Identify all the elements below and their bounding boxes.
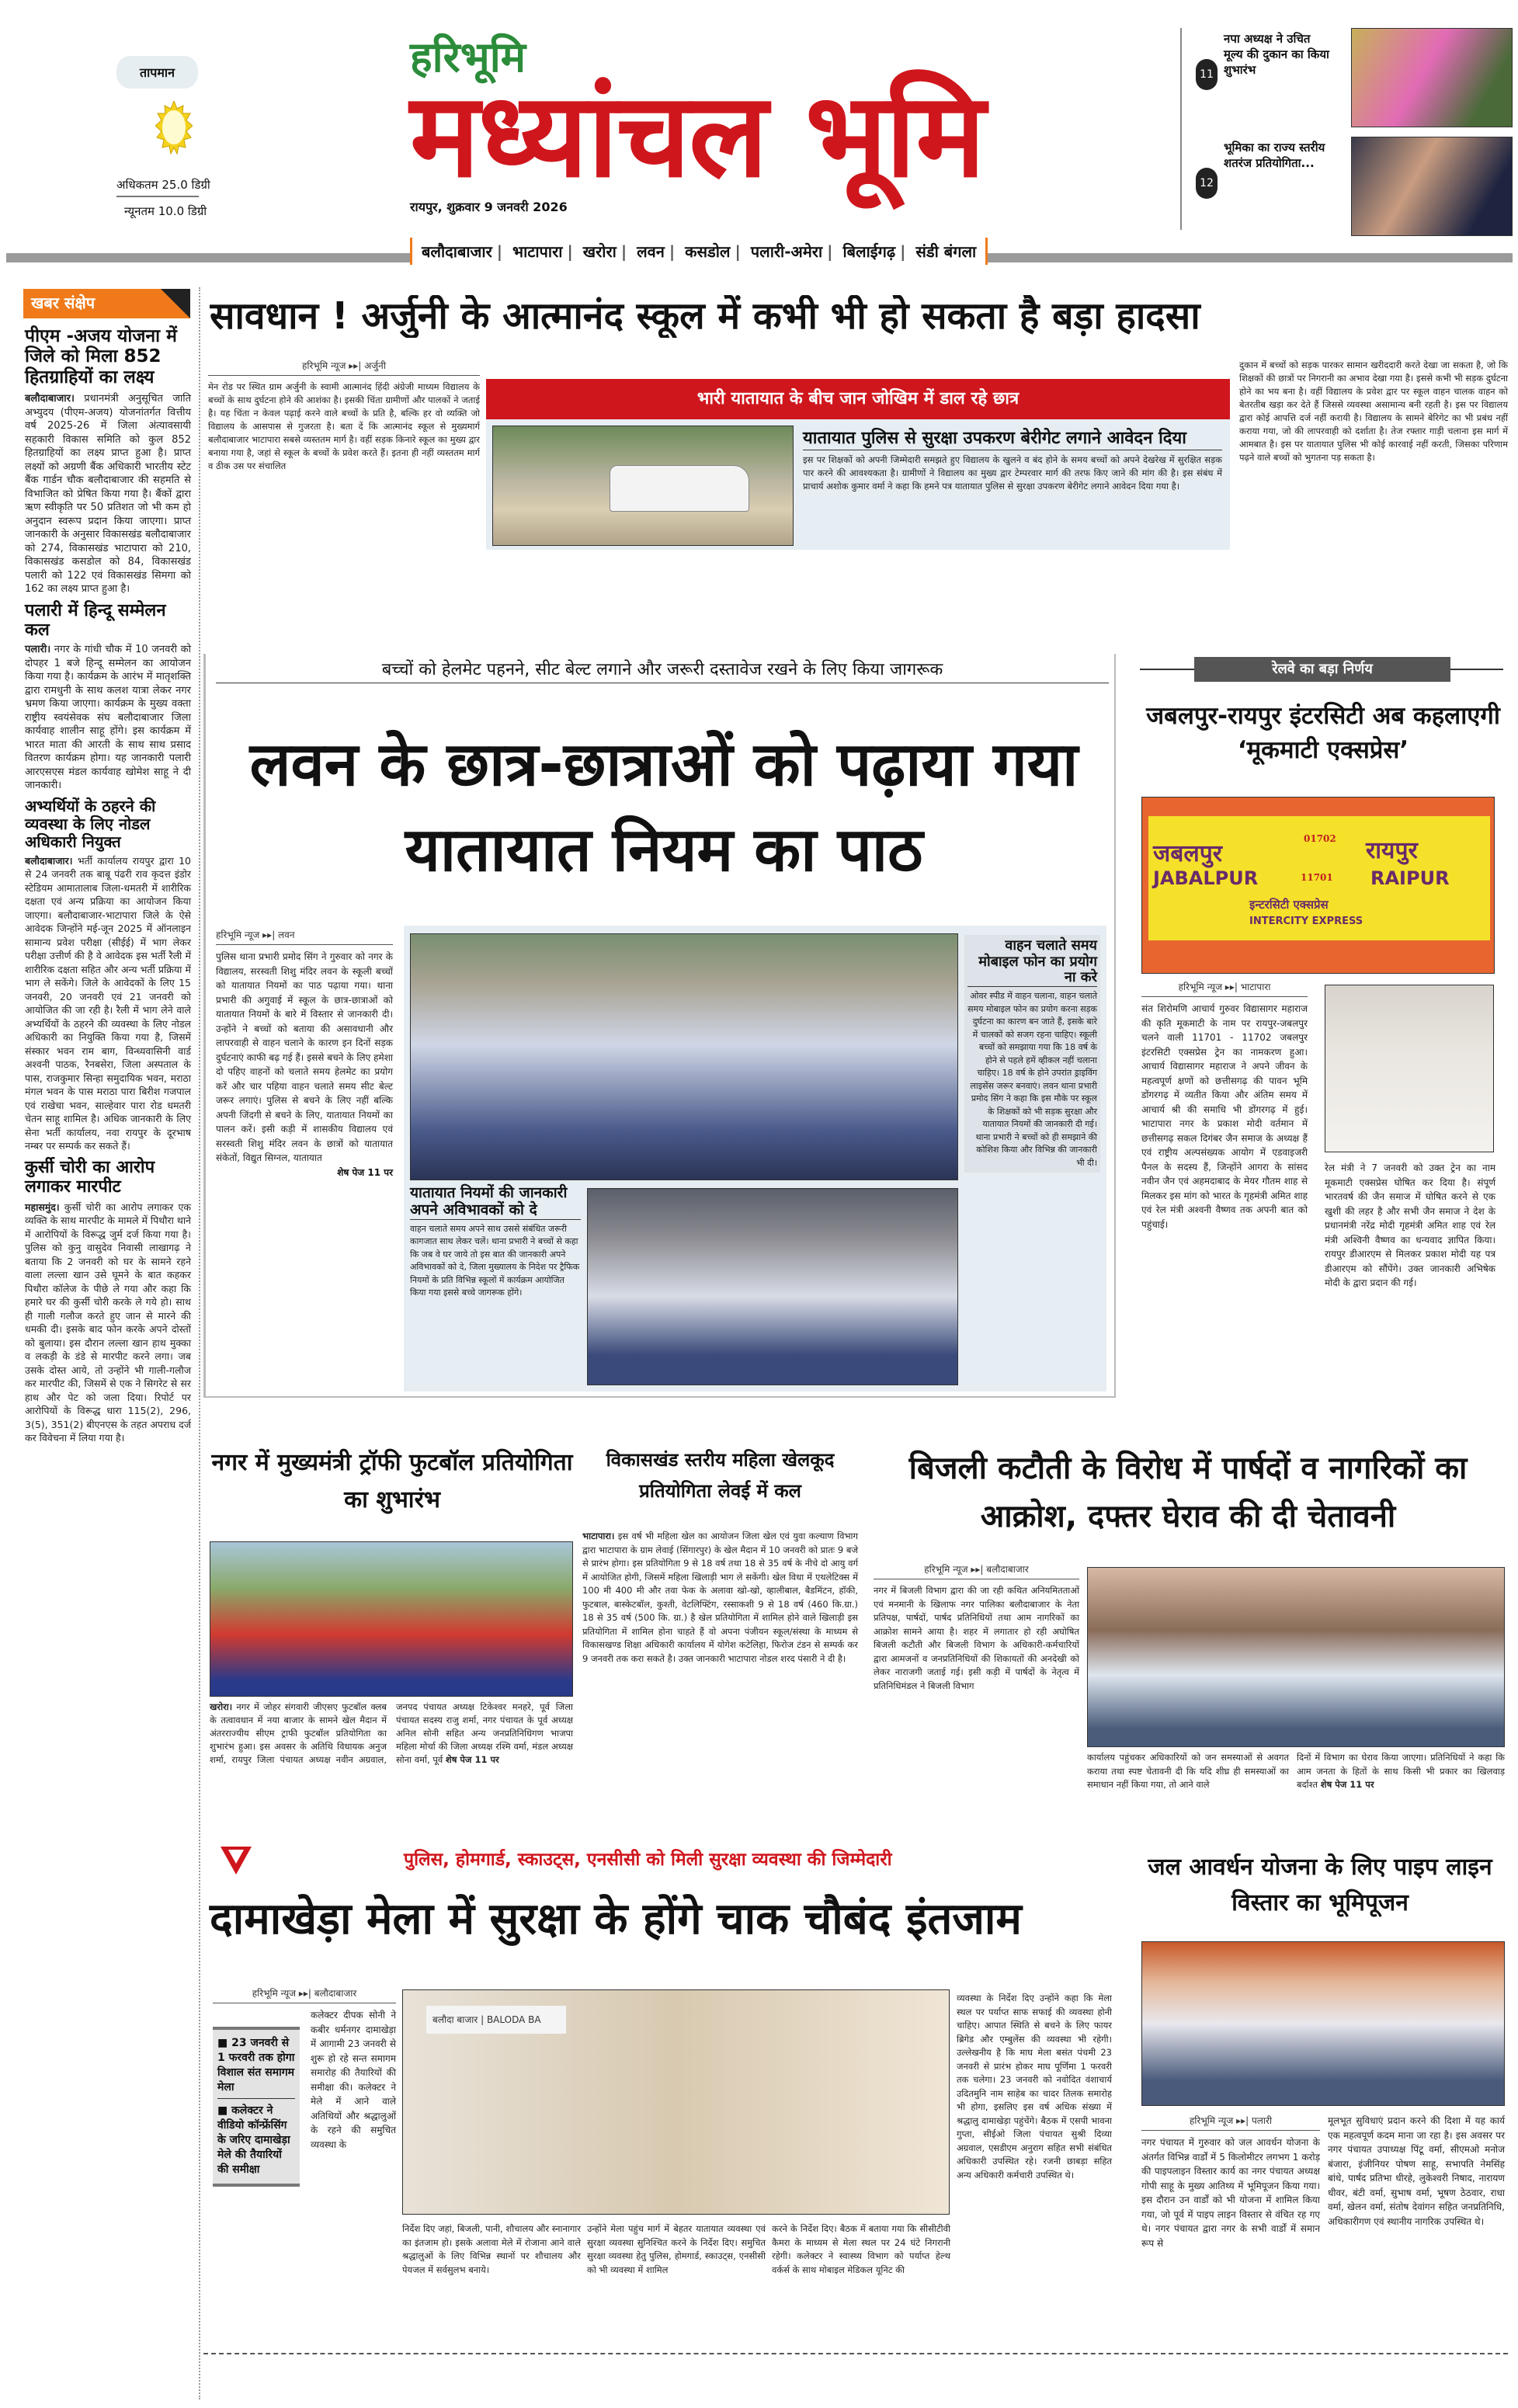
brief-place: पलारी। <box>25 644 51 656</box>
electricity-column-2: कार्यालय पहुंचकर अधिकारियों को जन समस्याओं से अवगत कराया तथा स्पष्ट चेतावनी दी कि यदि शीघ्र ही समस्याओं का समाधान नहीं किया गया, तो आने वाले <box>1087 1752 1289 1790</box>
pipeline-column-2: मूलभूत सुविधाएं प्रदान करने की दिशा में यह कार्य एक महत्वपूर्ण कदम माना जा रहा है। इस अवसर पर नगर पंचायत उपाध्यक्ष पिंटू वर्मा, सीएमओ मनोज बंजारा, इंजीनियर पोषण साहू, सभापति नेमसिंह बांधे, पार्षद प्रतिभा धीरहे, लुकेश्वरी निषाद, नारायण धीवर, बंटी वर्मा, सुभाष वर्मा, भूषण ठेठवार, राधा वर्मा, खेलन वर्मा, संतोष देवांगन सहित जनप्रतिनिधि, अधिकारीगण एवं स्थानीय नागरिक उपस्थित थे। <box>1328 2115 1505 2227</box>
dateline: रायपुर, शुक्रवार 9 जनवरी 2026 <box>410 200 568 214</box>
sidebar-briefs <box>25 326 191 1445</box>
lead-left-column <box>208 359 480 473</box>
box-body: वाहन चलाते समय अपने साथ उससे संबंधित जरूरी कागजात साथ लेकर चलें। थाना प्रभारी ने बच्चों से कहा कि जब वे घर जाये तो इस बात की जानकारी अपने अविभावकों को दे, जिला मुख्यालय के निदेश पर ट्रैफिक नियमों के प्रति विभिन्न स्कूलों में कार्यक्रम आयोजित किया गया इससे बच्चे जागरूक होंगे। <box>410 1223 580 1298</box>
women-sports-body <box>582 1530 858 1666</box>
train-destination-board <box>1148 816 1490 940</box>
teaser-1[interactable] <box>1196 28 1514 127</box>
brand-subtitle: हरिभूमि <box>410 33 526 82</box>
students-police-photo <box>410 933 958 1180</box>
nav-item[interactable]: संडी बंगला <box>915 242 977 261</box>
fair-column-5: व्यवस्था के निर्देश दिए उन्होंने कहा कि मेला स्थल पर पर्याप्त साफ सफाई की व्यवस्था होनी चाहिए। आपात स्थिति से बचने के लिए फायर ब्रिगेड और एम्बुलेंस की व्यवस्था भी रहेगी। उल्लेखनीय है कि माघ मेला बसंत पंचमी 23 जनवरी से प्रारंभ होकर माघ पूर्णिमा 1 फरवरी तक चलेगा। 23 जनवरी को नवोदित वंशाचार्य उदितमुनि नाम साहेब का चादर तिलक समारोह भी होगा, इसलिए इस वर्ष अधिक संख्या में श्रद्धालु दामाखेड़ा पहुंचेंगे। बैठक में एसपी भावना गुप्ता, सीईओ जिला पंचायत सुश्री दिव्या अग्रवाल, एसडीएम अनुराग सहित सभी संबंधित अधिकारी उपस्थित रहे। रजनी छाबड़ा सहित अन्य अधिकारी कर्मचारी उपस्थित थे। <box>957 1993 1112 2180</box>
section-tag <box>23 289 190 318</box>
article-body: कलेक्टर दीपक सोनी ने कबीर धर्मनगर दामाखेड़ा में आगामी 23 जनवरी से शुरू हो रहे सन्त समागम समारोह की तैयारियों की समीक्षा की। कलेक्टर ने मेले में आने वाले अतिथियों और श्रद्धालुओं के रहने की समुचित व्यवस्था के <box>311 2010 396 2150</box>
box-headline: यातायात नियमों की जानकारी अपने अविभावकों को दे <box>410 1185 581 1220</box>
protest-group-photo <box>1087 1567 1505 1747</box>
brief-item[interactable] <box>25 601 191 793</box>
article-body: नगर में जोहर संगवारी जीएसए फुटबॉल क्लब के तत्वावधान में नया बाजार के सामने खेल मैदान में अंतरराज्यीय सीएम ट्राफी फुटबॉल प्रतियोगिता का शुभारंभ हुआ। इस अवसर के अतिथि विधायक अनुज शर्मा, रायपुर जिला पंचायत अध्यक्ष नवीन अग्रवाल, जनपद पंचायत अध्यक्ष टिकेश्वर मनहरे, पूर्व जिला पंचायत सदस्य राजु शर्मा, नगर पंचायत के पूर्व अध्यक्ष अनिल सोनी सहित अन्य जनप्रतिनिधिगण भाजपा महिला मोर्चा की जिला अध्यक्ष रश्मि वर्मा, मंडल अध्यक्ष सोना वर्मा, पूर्व <box>210 1701 573 1765</box>
temp-min: न्यूनतम 10.0 डिग्री <box>124 204 207 218</box>
nav-item[interactable]: बलौदाबाजार <box>422 242 492 261</box>
photo-wall-sign: बलौदा बाजार | BALODA BA <box>426 2006 566 2034</box>
kicker: बच्चों को हेलमेट पहनने, सीट बेल्ट लगाने और जरूरी दस्तावेज रखने के लिए किया जागरूक <box>216 660 1109 683</box>
byline: हरिभूमि न्यूज ▸▸| अर्जुनी <box>208 359 480 376</box>
fair-left <box>213 1986 396 2187</box>
nav-item[interactable]: भाटापारा <box>512 242 563 261</box>
sub-headline: यातायात पुलिस से सुरक्षा उपकरण बेरीगेट लगाने आवेदन दिया <box>803 429 1222 450</box>
section-tag: रेलवे का बड़ा निर्णय <box>1194 657 1450 682</box>
bhoomipujan-photo <box>1141 1941 1505 2106</box>
collector-meeting-photo <box>402 1989 950 2215</box>
railway-headline[interactable]: जबलपुर-रायपुर इंटरसिटी अब कहलाएगी ‘मूकमाटी एक्सप्रेस’ <box>1146 702 1500 764</box>
article-body: पुलिस थाना प्रभारी प्रमोद सिंग ने गुरुवार को नगर के विद्यालय, सरस्वती शिशु मंदिर लवन के स्कूली बच्चों को यातायात नियमों का पाठ पढ़ाया गया। थाना प्रभारी की अगुवाई में स्कूल के छात्र-छात्राओं को यातायात नियमों के बारे में विस्तार से जानकारी दी। उन्होंने ने बच्चों को बताया की असावधानी और लापरवाही से वाहन चलाने के कारण इन दिनों सड़क दुर्घटनाएं काफी बढ़ गई हैं। इससे बचने के लिए हमेशा दो पहिए वाहनों को चलाते समय हेलमेट का प्रयोग करें और चार पहिया वाहन चलाते समय सीट बेल्ट जरूर लगाएं। पुलिस से बचने के लिए नहीं बल्कि अपनी जिंदगी से बचने के लिए, यातायात नियमों का पालन करें। इसी कड़ी में शासकीय विद्यालय एवं सरस्वती शिशु मंदिर लवन के छात्रों को यातायात संकेतों, विद्युत सिग्नल, यातायात <box>216 951 393 1163</box>
electricity-column-3 <box>1297 1751 1505 1792</box>
sign-train-name-hindi: इन्टरसिटी एक्सप्रेस <box>1249 898 1329 912</box>
electricity-headline[interactable]: बिजली कटौती के विरोध में पार्षदों व नागरिकों का आक्रोश, दफ्तर घेराव की दी चेतावनी <box>908 1451 1468 1534</box>
pipeline-headline[interactable]: जल आवर्धन योजना के लिए पाइप लाइन विस्तार का भूमिपूजन <box>1148 1854 1492 1916</box>
fair-column-4: करने के निर्देश दिए। बैठक में बताया गया कि सीसीटीवी कैमरा के माध्यम से मेला स्थल पर 24 घंटे निगरानी रहेगी। कलेक्टर ने स्वास्थ्य विभाग को पर्याप्त हेल्थ वर्कर्स के साथ मोबाइल मेडिकल यूनिट की <box>772 2223 950 2275</box>
railway-column-2 <box>1325 1161 1495 1291</box>
article-body: नगर में बिजली विभाग द्वारा की जा रही कथित अनियमितताओं एवं मनमानी के खिलाफ नगर पालिका बलौदाबाजार के नेता प्रतिपक्ष, पार्षदों, पार्षद प्रतिनिधियों तथा आम नागरिकों का आक्रोश सामने आया है। शहर में लगातार हो रही अघोषित बिजली कटौती और बिजली विभाग के अधिकारी-कर्मचारियों द्वारा आमजनों व जनप्रतिनिधियों की शिकायतों की अनदेखी को लेकर नाराजगी जताई गई। इसी कड़ी में पार्षदों के नेतृत्व में प्रतिनिधिमंडल ने बिजली विभाग <box>874 1585 1079 1691</box>
sign-from-english: JABALPUR <box>1153 867 1259 889</box>
lavan-headline[interactable]: लवन के छात्र-छात्राओं को पढ़ाया गया यातायात नियम का पाठ <box>249 730 1079 885</box>
lead-right-column <box>1239 359 1508 464</box>
temp-max: अधिकतम 25.0 डिग्री <box>116 178 210 192</box>
brief-body: भर्ती कार्यालय रायपुर द्वारा 10 से 24 जनवरी तक बाबू पंढरी राव कृदत्त इंडोर स्टेडियम आमातालाब जिला-धमतरी में शारीरिक दक्षता एवं अन्य प्रक्रिया का आयोजन किया जाएगा। बलौदाबाजार-भाटापारा जिले के ऐसे आवेदक जिन्होंने मई-जून 2025 में ऑनलाइन सामान्य प्रवेश परीक्षा (सीईई) में भाग लेकर परीक्षा उत्तीर्ण की है वे आवेदक इस भर्ती रैली में शारीरिक दक्षता सहित और अन्य भर्ती प्रक्रिया में भाग ले सकेंगे। जिले के आवेदकों के लिए 15 जनवरी, 20 जनवरी एवं 21 जनवरी को आयोजित की जा रही है। रैली में भाग लेने वाले अभ्यर्थियों के ठहरने की व्यवस्था के लिए नोडल अधिकारी का नियुक्ति किया गया है, जिसमें संस्कार भवन राम बाग, विन्ध्यवासिनी वार्ड अश्वनी पाठक, रैनबसेरा, जिला अस्पताल के पास, राजकुमार सिन्हा समुदायिक भवन, मराठा मंगल भवन के पास मराठा पारा बिरीश गजपाल एवं राखेचा भवन, साल्हेवार पारा रोड धमतरी चेतन साहू शामिल है। अधिक जानकारी के लिए सेना भर्ती कार्यालय, नवा रायपुर के दूरभाष नम्बर पर सम्पर्क कर सकते हैं। <box>25 854 191 1152</box>
brief-headline: पलारी में हिन्दू सम्मेलन कल <box>25 600 166 641</box>
football-headline[interactable]: नगर में मुख्यमंत्री ट्रॉफी फुटबॉल प्रतियोगिता का शुभारंभ <box>211 1449 573 1513</box>
nav-item[interactable]: कसडोल <box>685 242 731 261</box>
teaser-text: नपा अध्यक्ष ने उचित मूल्य की दुकान का किया शुभारंभ <box>1224 32 1329 77</box>
article-place: खरोरा। <box>210 1701 233 1712</box>
nav-item[interactable]: खरोरा <box>582 242 617 261</box>
red-chevron-icon <box>221 1847 252 1878</box>
brief-headline: अभ्यर्थियों के ठहरने की व्यवस्था के लिए नोडल अधिकारी नियुक्त <box>25 796 156 851</box>
article-body: रेल मंत्री ने 7 जनवरी को उक्त ट्रेन का नाम मूकमाटी एक्सप्रेस घोषित कर दिया है। संपूर्ण भारतवर्ष की जैन समाज में घोषित करने से एक खुशी की लहर है और सभी जैन समाज ने देश के प्रधानमंत्री नरेंद्र मोदी गृहमंत्री अमित शाह एवं रेल मंत्री अश्विनी वैष्णव का धन्यवाद ज्ञापित किया। रायपुर डीआरएम से मिलकर प्रकाश मोदी यह पत्र डीआरएम को सौंपेंगे। उक्त जानकारी अभिषेक मोदी के द्वारा प्रदान की गई। <box>1325 1162 1495 1288</box>
teaser-frame <box>1180 28 1182 230</box>
football-body <box>210 1701 573 1767</box>
article-body: संत शिरोमणि आचार्य गुरुवर विद्यासागर महाराज की कृति मूकमाटी के नाम पर रायपुर-जबलपुर चलने वाली 11701 - 11702 जबलपुर इंटरसिटी एक्सप्रेस ट्रेन का नामकरण हुआ। आचार्य विद्यासागर महाराज ने अपने जीवन के महत्वपूर्ण क्षणों को छत्तीसगढ़ की पावन भूमि डोंगरगढ़ में व्यतीत किया और अंतिम समय में आचार्य श्री की समाधि भी डोंगरगढ़ में हुई। भाटापारा नगर के प्रकाश मोदी वर्तमान में छत्तीसगढ़ सकल दिगंबर जैन समाज के अध्यक्ष हैं एवं राष्ट्रीय अल्पसंख्यक आयोग में एडवाइजरी पैनल के सदस्य हैं, जिन्होंने आगरा के सांसद नवीन जैन एवं अहमदाबाद के मेयर गौतम शाह से मिलकर इस मांग को भारत के गृहमंत्री अमित शाह एवं रेल मंत्री अश्वनी वैष्णव तक अपनी बात को पहुंचाई। <box>1141 1003 1308 1230</box>
box-body: ओवर स्पीड में वाहन चलाना, वाहन चलाते समय मोबाइल फोन का प्रयोग करना सड़क दुर्घटना का कारण बन जाते हैं, इसके बारे में चालकों को सजग रहना चाहिए। स्कूली बच्चों को समझाया गया कि 18 वर्ष के होने से पहले हमें व्हीकल नहीं चलाना चाहिए। 18 वर्ष के होने उपरांत ड्राइविंग लाइसेंस जरूर बनवाएं। लवन थाना प्रभारी प्रमोद सिंग ने कहा कि इस मौके पर स्कूल के शिक्षकों को भी सड़क सुरक्षा और यातायात नियमों की जानकारी दी गई। थाना प्रभारी ने बच्चों को ही समझाने की कोशिश किया और विभिन्न की जानकारी भी दी। <box>967 991 1097 1168</box>
school-van-photo <box>492 426 794 546</box>
continued-link[interactable]: शेष पेज 11 पर <box>445 1754 499 1765</box>
weather-divider <box>116 196 199 197</box>
page-number-badge: 11 <box>1196 59 1218 90</box>
article-body: नगर पंचायत में गुरुवार को जल आवर्धन योजना के अंतर्गत विभिन्न वार्डों में 5 किलोमीटर लगभग 1 करोड़ की पाइपलाइन विस्तार कार्य का नगर पंचायत अध्यक्ष गोपी साहू के मुख्य आतिथ्य में भूमिपूजन किया गया। इस दौरान उन वार्डों को भी योजना में शामिल किया गया, जो पूर्व में पाइप लाइन विस्तार से वंचित रह गए थे। नगर पंचायत द्वारा नगर के सभी वार्डों में समान रूप से <box>1141 2137 1320 2249</box>
byline: हरिभूमि न्यूज ▸▸| बलौदाबाजार <box>213 1986 396 2003</box>
masthead-title: मध्यांचल भूमि <box>410 68 985 203</box>
article-body: दुकान में बच्चों को सड़क पारकर सामान खरीददारी करते देखा जा सकता है, जो कि शिक्षकों की छात्रों पर निगरानी का अभाव देखा गया है। इससे कभी भी सड़क दुर्घटना होने का भय बना है। वहीं विद्यालय के प्रवेश द्वार पर स्कूल वाहन चालक वाहन को बेतरतीब खड़ा कर देते हैं जिससे व्यवस्था असामान्य बनी रहती है। इस पर विद्यालय द्वारा कोई आपत्ति दर्ज नहीं करायी है। विद्यालय के सामने बेरिगेट का भी प्रबंध नहीं कराया गया, जो की लापरवाही को दर्शाता है। तेज रफ्तार गाड़ी चलाना इस मार्ग में आमबात है। इस पर यातायात पुलिस भी कोई कारवाई नहीं करती, जिसका परिणाम पढ़ने वाले बच्चों को भुगतना पड़ सकता है। <box>1239 360 1508 463</box>
brief-place: महासमुंद। <box>25 1201 60 1213</box>
red-band-heading: भारी यातायात के बीच जान जोखिम में डाल रहे छात्र <box>486 379 1230 419</box>
nav-item[interactable]: बिलाईगढ़ <box>842 242 896 261</box>
sign-train-name-english: INTERCITY EXPRESS <box>1249 916 1363 927</box>
brief-item[interactable] <box>25 1158 191 1445</box>
article-body: इस वर्ष भी महिला खेल का आयोजन जिला खेल एवं युवा कल्याण विभाग द्वारा भाटापारा के ग्राम लेवाई (सिंगारपुर) के खेल मैदान में 10 जनवरी को प्रातः 9 बजे से प्रारंभ होगा। इस प्रतियोगिता 9 से 18 वर्ष तथा 18 से 35 वर्ष के नीचे दो आयु वर्ग में आयोजित होगी, जिसमें महिला खिलाड़ी भाग ले सकेंगी। खेल विधा में एथलेटिक्स में 100 मी 400 मी और तवा फेक के अलावा खो-खो, व्हालीबाल, बैडमिंटन, हॉकी, फुटबाल, बास्केटबॉल, कुश्ती, वेटलिफ्टिंग, रस्साकशी 9 से 18 वर्ष (460 कि.ग्रा.) 18 से 35 वर्ष (500 कि. ग्रा.) है खेल प्रतियोगिता में शामिल होने वाले खिलाड़ी इस प्रतियोगिता में शामिल होना चाहते हैं वो अपना पंजीयन स्कूल/संस्था के माध्यम से विकासखण्ड शिक्षा अधिकारी कार्यालय में योगेश कटेलिहा, फिरोज टंडन से सम्पर्क कर 9 जनवरी तक करा सकते है। उक्त जानकारी भाटापारा नोडल शरद पंसारी ने दी है। <box>582 1531 858 1664</box>
byline: हरिभूमि न्यूज ▸▸| भाटापारा <box>1141 980 1308 997</box>
highlight-text: 23 जनवरी से 1 फरवरी तक होगा विशाल संत समागम मेला <box>217 2037 295 2094</box>
sidebar-divider <box>199 287 200 2399</box>
brief-body: कुर्सी चोरी का आरोप लगाकर एक व्यक्ति के साथ मारपीट के मामले में पिथौरा थाने में आरोपियों के विरूद्ध जुर्म दर्ज किया गया है। पुलिस को कुनु वासुदेव निवासी लाखागढ़ ने बताया कि 2 जनवरी को घर के सामने रहने वाला लल्ला खान उसे घूमने के बात कहकर पिथौरा कॉलेज के पीछे ले गया और कहा कि हमारे घर की कुर्सी चोरी करके ले गये हो। साथ ही गाली गलौज करते हुए जान से मारने की धमकी दी। इसके बाद फोन करके अपने दोस्तों को बुलाया। इस दौरान लल्ला खान हाथ मुक्का व लकड़ी के डंडे से मारपीट करने लगा। जब उसके दोस्त आये, तो उन्होंने भी गाली-गलौज कर मारपीट की, जिसमें से एक ने सिगरेट से सर हाथ और पेट को जला दिया। रिपोर्ट पर आरोपियों के विरूद्ध धारा 115(2), 296, 3(5), 351(2) बीएनएस के तहत अपराध दर्ज कर विवेचना में लिया गया है। <box>25 1201 191 1444</box>
article-place: भाटापारा। <box>582 1531 615 1541</box>
lavan-photo-box <box>404 926 1106 1392</box>
electricity-column-1 <box>874 1562 1079 1693</box>
nav-item[interactable]: लवन <box>637 242 665 261</box>
location-nav: बलौदाबाजार | भाटापारा | खरोरा | लवन | कसडोल | पलारी-अमेरा | बिलाईगढ़ | संडी बंगला <box>410 238 988 265</box>
brief-place: बलौदाबाजार। <box>25 393 75 405</box>
students-group-photo <box>587 1188 958 1385</box>
page-bottom-rule <box>203 2353 1508 2354</box>
nav-item[interactable]: पलारी-अमेरा <box>750 242 823 261</box>
lavan-left-column <box>216 928 393 1179</box>
women-sports-headline[interactable]: विकासखंड स्तरीय महिला खेलकूद प्रतियोगिता लेवई में कल <box>606 1449 835 1502</box>
teaser-2[interactable] <box>1196 137 1514 236</box>
officials-photo <box>1325 985 1494 1152</box>
article-body: दिनों में विभाग का घेराव किया जाएगा। प्रतिनिधियों ने कहा कि आम जनता के हितों के साथ किसी भी प्रकार का खिलवाड़ बर्दाश्त <box>1297 1752 1505 1790</box>
sign-train-number: 11701 <box>1301 872 1333 883</box>
fair-column-2: निर्देश दिए जहां, बिजली, पानी, शौचालय और स्नानागार का इंतजाम हो। इसके अलावा मेले में रोजाना आने वाले श्रद्धालुओं के लिए विभिन्न स्थानों पर शौचालय और पेयजल में सर्वसुलभ बनाये। <box>402 2223 581 2275</box>
sign-train-number: 01702 <box>1304 833 1336 844</box>
brief-body: प्रधानमंत्री अनुसूचित जाति अभ्युदय (पीएम-अजय) योजनांतर्गत वित्तीय वर्ष 2025-26 में जिला अंत्यावसायी सहकारी विकास समिति को कुल 852 हितग्राहियों का लक्ष्य प्राप्त हुआ है। प्राप्त लक्ष्यों को अग्रणी बैंक अधिकारी भारतीय स्टेट बैंक गार्डन चौक बलौदाबाजार की सहमति से विभाजित को प्रेषित किया गया है। बैंकों द्वारा ऋण स्वीकृति पर 50 प्रतिशत जो भी कम हो अनुदान स्वरूप प्रदान किया जाएगा। प्राप्त जानकारी के अनुसार विकासखंड बलौदाबाजार को 274, विकासखंड भाटापारा को 210, विकासखंड कसडोल को 84, विकासखंड पलारी को 122 एवं विकासखंड सिमगा को 162 का लक्ष्य प्राप्त हुआ है। <box>25 393 191 596</box>
van-shape <box>610 465 749 512</box>
continued-link[interactable]: शेष पेज 11 पर <box>1320 1779 1374 1790</box>
teaser-photo <box>1351 137 1513 236</box>
lead-headline[interactable]: सावधान ! अर्जुनी के आत्मानंद स्कूल में कभी भी हो सकता है बड़ा हादसा <box>210 295 1200 338</box>
box-headline: वाहन चलाते समय मोबाइल फोन का प्रयोग ना करे <box>967 938 1097 987</box>
fair-kicker: पुलिस, होमगार्ड, स्काउट्स, एनसीसी को मिली सुरक्षा व्यवस्था की जिम्मेदारी <box>404 1850 892 1870</box>
section-tag-label: खबर संक्षेप <box>31 294 96 312</box>
byline: हरिभूमि न्यूज ▸▸| पलारी <box>1141 2114 1320 2131</box>
brief-headline: कुर्सी चोरी का आरोप लगाकर मारपीट <box>25 1157 155 1197</box>
sign-from-hindi: जबलपुर <box>1153 840 1223 867</box>
highlight-text: कलेक्टर ने वीडियो कॉन्फ्रेंसिंग के जरिए दामाखेड़ा मेले की तैयारियों की समीक्षा <box>217 2104 290 2176</box>
continued-link[interactable]: शेष पेज 11 पर <box>337 1166 393 1178</box>
lead-feature-box <box>486 379 1230 550</box>
sign-to-hindi: रायपुर <box>1366 837 1418 864</box>
byline: हरिभूमि न्यूज ▸▸| लवन <box>216 928 393 945</box>
train-sign-photo <box>1141 797 1495 974</box>
pipeline-column-1 <box>1141 2114 1320 2250</box>
weather-label: तापमान <box>116 56 198 89</box>
highlights-box <box>213 2027 300 2187</box>
fair-headline[interactable]: दामाखेड़ा मेला में सुरक्षा के होंगे चाक चौबंद इंतजाम <box>210 1894 1022 1944</box>
highlight-item: ■ कलेक्टर ने वीडियो कॉन्फ्रेंसिंग के जरिए दामाखेड़ा मेले की तैयारियों की समीक्षा <box>217 2104 290 2176</box>
fair-column-3: उन्होंने मेला पहुंच मार्ग में बेहतर यातायात व्यवस्था एवं सुरक्षा व्यवस्था सुनिश्चित करने के निर्देश दिए। समुचित सुरक्षा व्यवस्था हेतु पुलिस, होमगार्ड, स्काउट्स, एनसीसी को भी व्यवस्था में शामिल <box>587 2223 766 2275</box>
brief-place: बलौदाबाजार। <box>25 854 73 867</box>
byline: हरिभूमि न्यूज ▸▸| बलौदाबाजार <box>874 1562 1079 1579</box>
railway-column-1 <box>1141 980 1308 1232</box>
brief-headline: पीएम -अजय योजना में जिले को मिला 852 हितग्राहियों का लक्ष्य <box>25 326 177 387</box>
sub-body: इस पर शिक्षकों को अपनी जिम्मेदारी समझते हुए विद्यालय के खुलने व बंद होने के समय बच्चों को अपने देखरेख में सुरक्षित सड़क पार करने की आवश्यकता है। ग्रामीणों ने विद्यालय का मुख्य द्वार टेम्परवार मार्ग की तरफ किए जाने की मांग की है। इस संबंध में प्राचार्य अशोक कुमार वर्मा ने कहा कि हमने पत्र यातायात पुलिस से सुरक्षा उपकरण बेरीगेट लगाने आवेदन दिया गया है। <box>803 454 1222 492</box>
teaser-text: भूमिका का राज्य स्तरीय शतरंज प्रतियोगिता... <box>1224 141 1325 170</box>
football-team-photo <box>210 1541 573 1697</box>
brief-body: नगर के गांधी चौक में 10 जनवरी को दोपहर 1 बजे हिन्दू सम्मेलन का आयोजन किया गया है। कार्यक्रम के आरंभ में मातृशक्ति द्वारा रामधुनी के साथ कलश यात्रा लेकर नगर भ्रमण किया जाएगा। कार्यक्रम के मुख्य वक्ता राष्ट्रीय स्वयंसेवक संघ बलौदाबाजार जिला कार्यवाह शालीन साहू होंगे। इस कार्यक्रम में भारत माता की आरती के साथ साथ प्रसाद वितरण कार्यक्रम होगा। यह जानकारी पलारी आरएसएस मंडल कार्यवाह खोमेश साहू ने दी जानकारी। <box>25 644 191 792</box>
article-body: मेन रोड पर स्थित ग्राम अर्जुनी के स्वामी आत्मानंद हिंदी अंग्रेजी माध्यम विद्यालय के बच्चों के साथ दुर्घटना होने की आशंका है। इसकी चिंता ग्रामीणों और पालकों ने जताई है। यह चिंता न केवल पढ़ाई करने वाले बच्चों के प्रति है, बल्कि हर वो व्यक्ति जो विद्यालय के आसपास से गुजरता है। बता दें कि आत्मानंद स्कूल से मुख्यमार्ग बलौदाबाजार भाटापारा सबसे व्यस्ततम मार्ग है। वहीं सड़क किनारे स्कूल का मुख्य द्वार बनाया गया है, जहां से स्कूल के बच्चों के प्रवेश करते हैं। इतना ही नहीं व्यस्ततम मार्ग व ठीक उस पर संचालित <box>208 381 480 471</box>
brief-item[interactable] <box>25 326 191 596</box>
highlight-item: ■ 23 जनवरी से 1 फरवरी तक होगा विशाल संत समागम मेला <box>217 2036 295 2099</box>
sign-to-english: RAIPUR <box>1370 867 1450 889</box>
sun-icon <box>155 101 193 162</box>
teaser-photo <box>1351 28 1513 127</box>
page-number-badge: 12 <box>1196 168 1218 199</box>
brief-item[interactable] <box>25 797 191 1153</box>
